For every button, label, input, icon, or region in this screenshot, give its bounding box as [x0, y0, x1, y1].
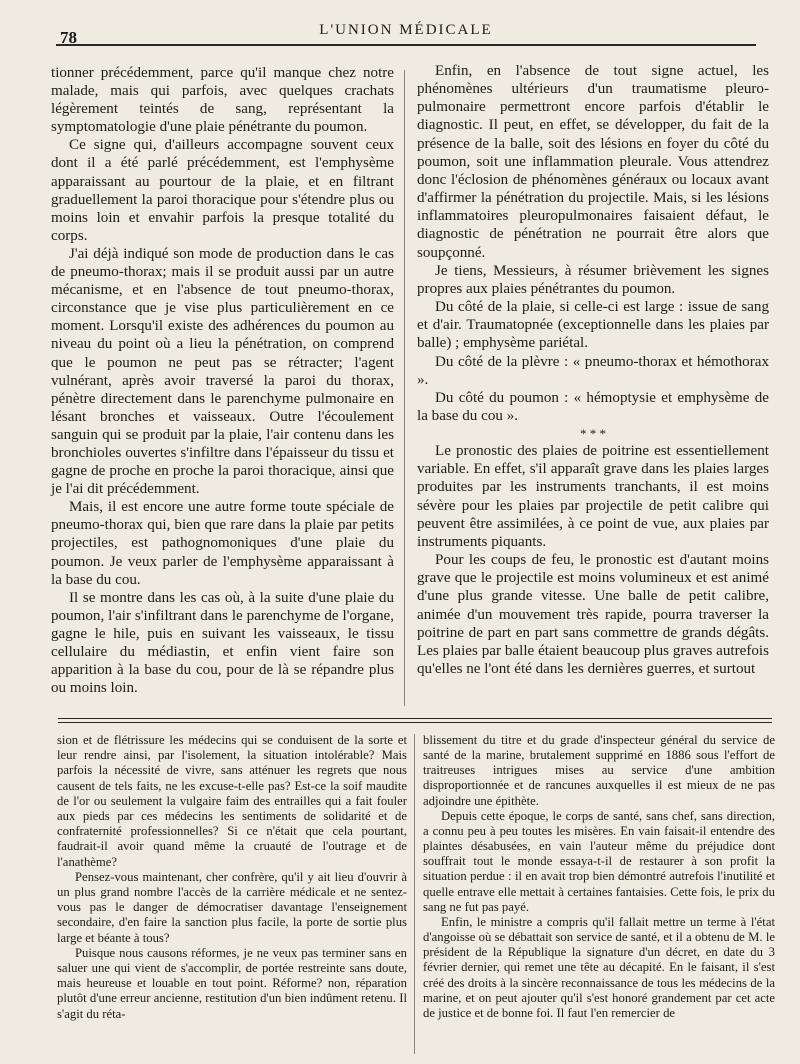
column-divider	[404, 70, 405, 706]
article-column-right	[417, 62, 769, 678]
paragraph: blissement du titre et du grade d'inspecteur général du service de santé de la marine, brutalement supprimé en 1886 sous l'effort de traitreuses intrigues mises au service d'une ambition disproportionnée et de rancunes auxquelles il est mieux de ne pas adjoindre une épithète.	[423, 733, 775, 808]
paragraph: Il se montre dans les cas où, à la suite d'une plaie du poumon, l'air s'infiltrant dans le parenchyme de l'organe, gagne le hile, puis en suivant les vaisseaux, le tissu cellulaire du médiastin, et enfin vient faire son apparition à la base du cou, pour de là se répandre plus ou moins loin.	[51, 589, 394, 697]
paragraph: Je tiens, Messieurs, à résumer brièvement les signes propres aux plaies pénétrantes du poumon.	[417, 262, 769, 297]
section-asterism: * * *	[580, 426, 606, 442]
paragraph: Enfin, le ministre a compris qu'il fallait mettre un terme à l'état d'angoisse où se débattait son service de santé, et il a obtenu de M. le président de la République la signature d'un décret, en date du 3 février dernier, qui remet une tête au décapité. En le faisant, il s'est créé des droits à la sincère reconnaissance de tous les médecins de la marine, et on peut ajouter qu'il s'est honoré grandement par cet acte de justice et de bonne foi. Il faut l'en remercier de	[423, 914, 775, 1020]
page-header	[56, 18, 756, 46]
feuilleton-column-right	[423, 733, 775, 1021]
paragraph: Du côté de la plaie, si celle-ci est large : issue de sang et d'air. Traumatopnée (exceptionnelle dans les plaies par balle) ; emphysème pariétal.	[417, 299, 769, 352]
page-number: 78	[60, 28, 77, 47]
paragraph: tionner précédemment, parce qu'il manque chez notre malade, mais qui parfois, avec quelques crachats légèrement teintés de sang, représentant la symptomatologie d'une plaie pénétrante du poumon.	[51, 65, 394, 136]
paragraph: Enfin, en l'absence de tout signe actuel, les phénomènes ultérieurs d'un traumatisme pleuro-pulmonaire permettront encore parfois d'établir le diagnostic. Il peut, en effet, se développer, du fait de la présence de la balle, soit des lésions en foyer du côté du poumon, soit une inflammation pleurale. Vous attendrez donc l'éclosion de phénomènes généraux ou locaux avant d'affirmer la pénétration du projectile. Mais, si les lésions inflammatoires pleuropulmonaires faisaient défaut, le diagnostic de pénétration ne pourrait être alors que soupçonné.	[417, 63, 769, 261]
paragraph: Du côté de la plèvre : « pneumo-thorax et hémothorax ».	[417, 353, 769, 388]
paragraph: Puisque nous causons réformes, je ne veux pas terminer sans en saluer une qui vient de s'accomplir, de portée restreinte sans doute, mais heureuse et louable en tout point. Réforme? non, réparation plutôt d'une erreur ancienne, restitution d'un bien indûment retenu. Il s'agit du réta-	[57, 945, 407, 1021]
paragraph: Depuis cette époque, le corps de santé, sans chef, sans direction, a connu peu à peu toutes les misères. En vain faisait-il entendre des plaintes désabusées, en vain l'auteur même du préjudice dont souffrait tout le monde essaya-t-il de restaurer à son profit la situation perdue : il en avait trop bien démontré autrefois l'inutilité et quelle entrave elle mettait à certaines fantaisies. Cette fois, le prix du sang ne fut pas payé.	[423, 808, 775, 914]
paragraph: Pour les coups de feu, le pronostic est d'autant moins grave que le projectile est moins volumineux et est animé d'une plus grande vitesse. Une balle de petit calibre, animée d'un mouvement très rapide, pourra traverser la poitrine de part en part sans commettre de grands dégâts. Les plaies par balle étaient beaucoup plus graves autrefois qu'elles ne l'ont été dans les dernières guerres, et surtout	[417, 552, 769, 677]
feuilleton-column-left	[57, 733, 407, 1022]
paragraph: Le pronostic des plaies de poitrine est essentiellement variable. En effet, s'il apparaît grave dans les plaies larges produites par les instruments tranchants, il est moins sévère pour les plaies par projectile de petit calibre qui peuvent être assimilées, à ce point de vue, aux plaies par instruments piquants.	[417, 443, 769, 550]
paragraph: Du côté du poumon : « hémoptysie et emphysème de la base du cou ».	[417, 389, 769, 424]
article-column-left	[51, 64, 394, 697]
column-divider	[414, 734, 415, 1054]
paragraph: Mais, il est encore une autre forme toute spéciale de pneumo-thorax qui, bien que rare dans la plaie par petits projectiles, est pathognomoniques d'une plaie du poumon. Je veux parler de l'emphysème apparaissant à la base du cou.	[51, 499, 394, 588]
paragraph: Pensez-vous maintenant, cher confrère, qu'il y ait lieu d'ouvrir à un plus grand nombre l'accès de la carrière médicale et ne sentez-vous pas le danger de démocratiser davantage l'enseignement secondaire, d'en faire la sanction plus facile, la porte de sortie plus large et béante à tous?	[57, 869, 407, 945]
journal-title: L'UNION MÉDICALE	[319, 22, 493, 38]
section-separator	[58, 718, 772, 723]
paragraph: sion et de flétrissure les médecins qui se conduisent de la sorte et leur rendre ainsi, par l'isolement, la situation intolérable? Mais parfois la nécessité de vivre, sans atténuer les regrets que nous causent de tels faits, ne les excuse-t-elle pas? Est-ce la soif maudite de l'or ou seulement la vulgaire faim des entrailles qui a fait fouler aux pieds par ces médecins les sentiments de solidarité et de confraternité professionnelles? Si ce n'était que cela pourtant, faudrait-il avoir quand même la cruauté de l'outrage et de l'anathème?	[57, 733, 407, 869]
paragraph: Ce signe qui, d'ailleurs accompagne souvent ceux dont il a été parlé précédemment, est l'emphysème apparaissant au pourtour de la plaie, et en filtrant graduellement la paroi thoracique pour s'étendre plus ou moins loin et envahir parfois la presque totalité du corps.	[51, 137, 394, 244]
paragraph: J'ai déjà indiqué son mode de production dans le cas de pneumo-thorax; mais il se produit aussi par un autre mécanisme, et en l'absence de tout pneumo-thorax, circonstance que je vise plus particulièrement en ce moment. Lorsqu'il existe des adhérences du poumon au niveau du point où a lieu la pénétration, on comprend que le poumon ne peut pas se rétracter; l'agent vulnérant, après avoir traversé la paroi du thorax, pénètre directement dans le parenchyme pulmonaire en lésant bronches et vaisseaux. Outre l'écoulement sanguin qui se produit par la plaie, l'air contenu dans les bronchioles ouvertes s'infiltre dans l'épaisseur du tissu et gagne de proche en proche la paroi thoracique, ainsi que je l'ai dit précédemment.	[51, 245, 394, 498]
